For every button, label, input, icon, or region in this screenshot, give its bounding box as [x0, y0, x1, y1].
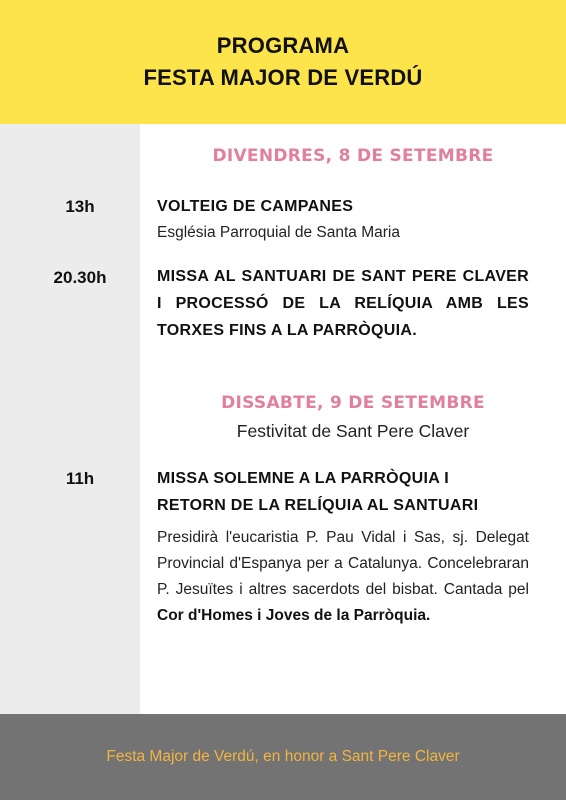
festival-title: FESTA MAJOR DE VERDÚ	[143, 65, 423, 90]
footer-banner	[0, 714, 566, 800]
event-title: MISSA AL SANTUARI DE SANT PERE CLAVER I PROCESSÓ DE LA RELÍQUIA AMB LES TORXES FINS A LA PARRÒQUIA.	[157, 268, 529, 339]
event-description	[157, 525, 529, 629]
event-bell-ringing	[157, 193, 529, 246]
event-time: 13h	[65, 197, 95, 216]
day-heading-saturday: DISSABTE, 9 DE SETEMBRE	[221, 393, 485, 413]
event-title: VOLTEIG DE CAMPANES	[157, 198, 354, 215]
choir-name: Cor d'Homes i Joves de la Parròquia.	[157, 607, 431, 624]
event-time: 11h	[65, 469, 95, 488]
event-sanctuary-mass	[157, 263, 529, 344]
description-text: Presidirà l'eucaristia P. Pau Vidal i Sas, sj. Delegat Provincial d'Espanya per a Catalunya. Concelebraran P. Jesuïtes i altres sacerdots del bisbat. Cantada pel	[157, 529, 529, 598]
event-solemn-mass	[157, 465, 529, 629]
event-title-line: MISSA SOLEMNE A LA PARRÒQUIA I	[157, 470, 449, 487]
day-heading-friday: DIVENDRES, 8 DE SETEMBRE	[212, 146, 494, 166]
footer-text: Festa Major de Verdú, en honor a Sant Pere Claver	[106, 748, 460, 765]
header-banner	[0, 0, 566, 124]
program-title: PROGRAMA	[216, 33, 350, 58]
event-title-line: RETORN DE LA RELÍQUIA AL SANTUARI	[157, 497, 479, 514]
event-location: Església Parroquial de Santa Maria	[157, 224, 400, 241]
day-subtitle: Festivitat de Sant Pere Claver	[236, 421, 470, 441]
event-time: 20.30h	[53, 268, 107, 287]
